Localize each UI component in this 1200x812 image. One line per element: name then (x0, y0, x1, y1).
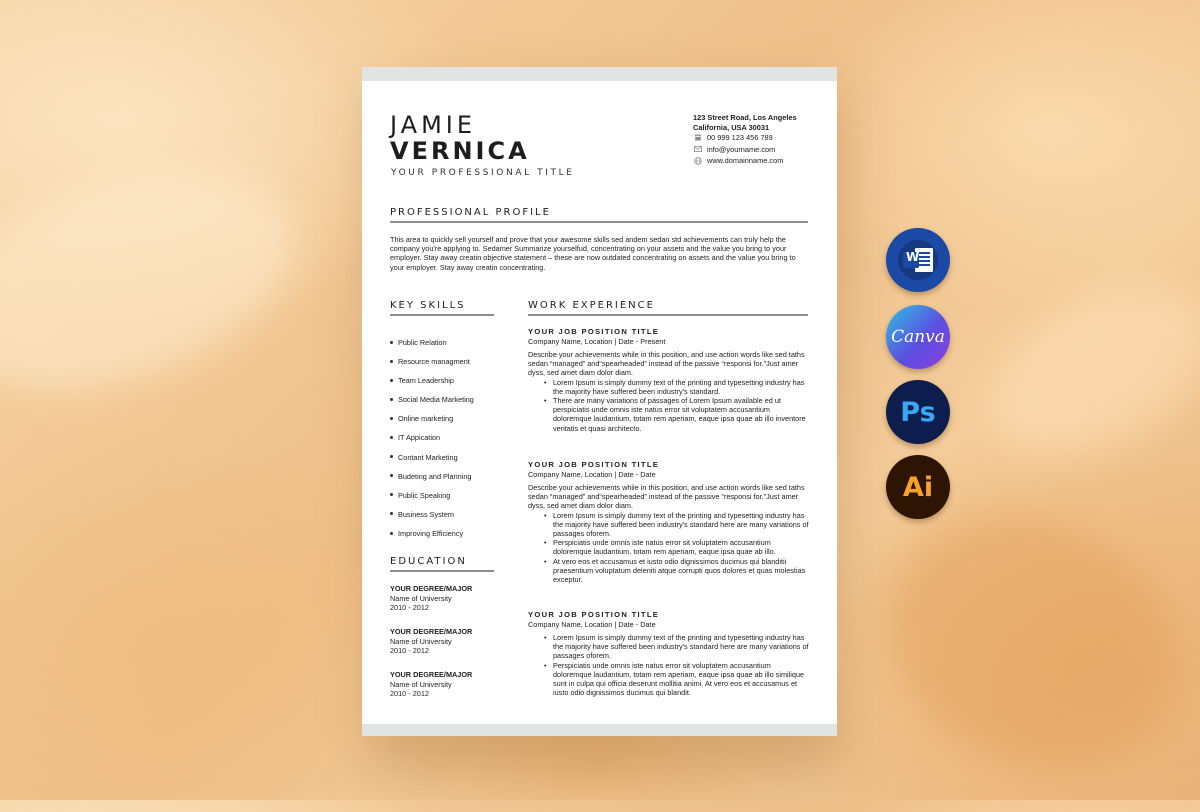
contact-block (693, 113, 833, 167)
globe-icon (693, 157, 702, 164)
bullet-icon (390, 493, 393, 496)
job-bullet: • Perspiciatis unde omnis iste natus error sit voluptatem accusantium doloremque laudantium, totam rem aperiam, eaque ipsa quae ab illo similique sunt in culpa qui officia deserunt mollitia animi. At vero eos et accusamus et iusto odio dignissimos ducimus qui blandit. (553, 661, 809, 698)
skill-label: Public Relation (398, 338, 447, 347)
skill-label: Contant Marketing (398, 452, 458, 462)
skills-list (390, 338, 500, 548)
job-bullets (528, 511, 809, 585)
skill-label: Improving Efficiency (398, 528, 464, 538)
profile-heading: PROFESSIONAL PROFILE (390, 207, 551, 218)
job-title: YOUR JOB POSITION TITLE (528, 327, 660, 336)
experience-heading: WORK EXPERIENCE (528, 300, 655, 311)
years: 2010 - 2012 (390, 689, 429, 699)
first-name: JAMIE (390, 111, 477, 139)
skill-item (390, 376, 500, 395)
phone-icon (693, 134, 702, 141)
resume-page (362, 67, 837, 736)
professional-title: YOUR PROFESSIONAL TITLE (391, 168, 575, 178)
skill-item (390, 433, 500, 452)
phone-row (693, 132, 833, 144)
skill-item (390, 414, 500, 433)
skill-item (390, 395, 500, 414)
university: Name of University (390, 593, 452, 603)
bullet-icon (390, 436, 393, 439)
years: 2010 - 2012 (390, 603, 429, 613)
word-icon (886, 228, 950, 292)
bullet-icon (390, 532, 393, 535)
job-meta: Company Name, Location | Date - Date (528, 470, 656, 479)
bullet-icon (390, 341, 393, 344)
skill-label: Business System (398, 509, 454, 519)
job-bullet: • Lorem Ipsum is simply dummy text of the printing and typesetting industry has the majority have suffered been industry's standard. (553, 378, 809, 396)
illustrator-label: Ai (902, 471, 934, 503)
skill-item (390, 491, 500, 510)
years: 2010 - 2012 (390, 646, 429, 656)
word-letter: W (906, 250, 920, 264)
education-entry (390, 670, 500, 699)
profile-text: This area to quickly sell yourself and prove that your awesome skills sed andem sedan std achievements can truly help the company you're applying to. Sedamer Summarize yourselfud, concentrating on your assets and the value you bring to your employer. Stay away creatin objective statement – these are now outdated concentrating on assets and the value you bring to your employer. Stay away creatin concentrating. (390, 235, 796, 272)
skill-label: Public Speaking (398, 490, 451, 500)
job-bullet: • At vero eos et accusamus et iusto odio dignissimos ducimus qui blanditii praesentium voluptatum deleniti atque corrupti quos dolores et quas molestias exceptur. (553, 557, 809, 585)
skill-item (390, 529, 500, 548)
bullet-icon (390, 417, 393, 420)
website-row (693, 155, 833, 167)
job-description: Describe your achievements while in this position, and use action words like sed taths sedan “managed” and“spearheaded” instead of the passive “responsi for.”Just amer dyss, sed amet diam dolor diam. (528, 483, 805, 511)
mail-icon (693, 146, 702, 153)
skill-item (390, 510, 500, 529)
skill-item (390, 338, 500, 357)
phone-text: 00 999 123 456 789 (707, 133, 773, 143)
job-bullets (528, 633, 809, 697)
education-entry (390, 627, 500, 656)
background-swirl (843, 468, 1200, 812)
skill-label: Resource managment (398, 357, 470, 367)
job-bullet: • Perspiciatis unde omnis iste natus error sit voluptatem accusantium doloremque laudantium, totam rem aperiam, eaque ipsa quae ab illo. (553, 538, 809, 556)
degree: YOUR DEGREE/MAJOR (390, 627, 473, 636)
degree: YOUR DEGREE/MAJOR (390, 584, 473, 593)
skill-item (390, 453, 500, 472)
skill-label: Budeting and Planning (398, 471, 472, 481)
education-entry (390, 584, 500, 613)
job-title: YOUR JOB POSITION TITLE (528, 460, 660, 469)
job-description: Describe your achievements while in this position, and use action words like sed taths sedan “managed” and“spearheaded” instead of the passive “responsi for.”Just amer dyss, sed amet diam dolor diam. (528, 350, 805, 378)
bullet-icon (390, 474, 393, 477)
canva-label: Canva (891, 326, 945, 347)
bullet-icon (390, 455, 393, 458)
illustrator-icon (886, 455, 950, 519)
address-line-2: California, USA 30031 (693, 122, 770, 132)
experience-divider (528, 314, 808, 316)
job-meta: Company Name, Location | Date - Date (528, 620, 656, 629)
email-row (693, 144, 833, 156)
job-meta: Company Name, Location | Date - Present (528, 337, 666, 346)
canva-icon (886, 305, 950, 369)
skill-label: Team Leadership (398, 376, 454, 386)
bullet-icon (390, 512, 393, 515)
skill-item (390, 357, 500, 376)
job-title: YOUR JOB POSITION TITLE (528, 610, 660, 619)
email-text: info@yourname.com (707, 144, 776, 154)
photoshop-icon (886, 380, 950, 444)
address-line-1: 123 Street Road, Los Angeles (693, 113, 797, 122)
job-entry (528, 610, 809, 697)
education-divider (390, 570, 494, 572)
skill-label: Online marketing (398, 414, 454, 424)
degree: YOUR DEGREE/MAJOR (390, 670, 473, 679)
bullet-icon (390, 398, 393, 401)
bullet-icon (390, 379, 393, 382)
job-entry (528, 327, 809, 433)
skill-item (390, 472, 500, 491)
job-entry (528, 460, 809, 584)
skill-label: Social Media Marketing (398, 395, 474, 405)
background-swirl (961, 249, 1200, 490)
skill-label: IT Appication (398, 433, 441, 443)
job-bullet: • Lorem Ipsum is simply dummy text of the printing and typesetting industry has the majority have suffered been industry's standard here are many variations of passages oforem. (553, 511, 809, 539)
job-bullets (528, 378, 809, 433)
website-text: www.domainname.com (707, 156, 784, 166)
last-name: VERNICA (390, 137, 530, 165)
university: Name of University (390, 636, 452, 646)
job-bullet: • There are many variations of passages of Lorem Ipsum available ed ut perspiciatis unde omnis iste natus error sit voluptatem accusantium doloremque laudantium, totam rem aperiam, eaque ipsa quae ab illo inventore veritatis et quasi architecto. (553, 396, 809, 433)
photoshop-label: Ps (900, 396, 936, 428)
bullet-icon (390, 360, 393, 363)
background-swirl (0, 129, 322, 430)
job-bullet: • Lorem Ipsum is simply dummy text of the printing and typesetting industry has the majority have suffered been industry's standard here are many variations of passages oforem. (553, 633, 809, 661)
skills-divider (390, 314, 494, 316)
skills-heading: KEY SKILLS (390, 300, 466, 311)
profile-divider (390, 221, 808, 223)
university: Name of University (390, 679, 452, 689)
education-heading: EDUCATION (390, 556, 467, 567)
